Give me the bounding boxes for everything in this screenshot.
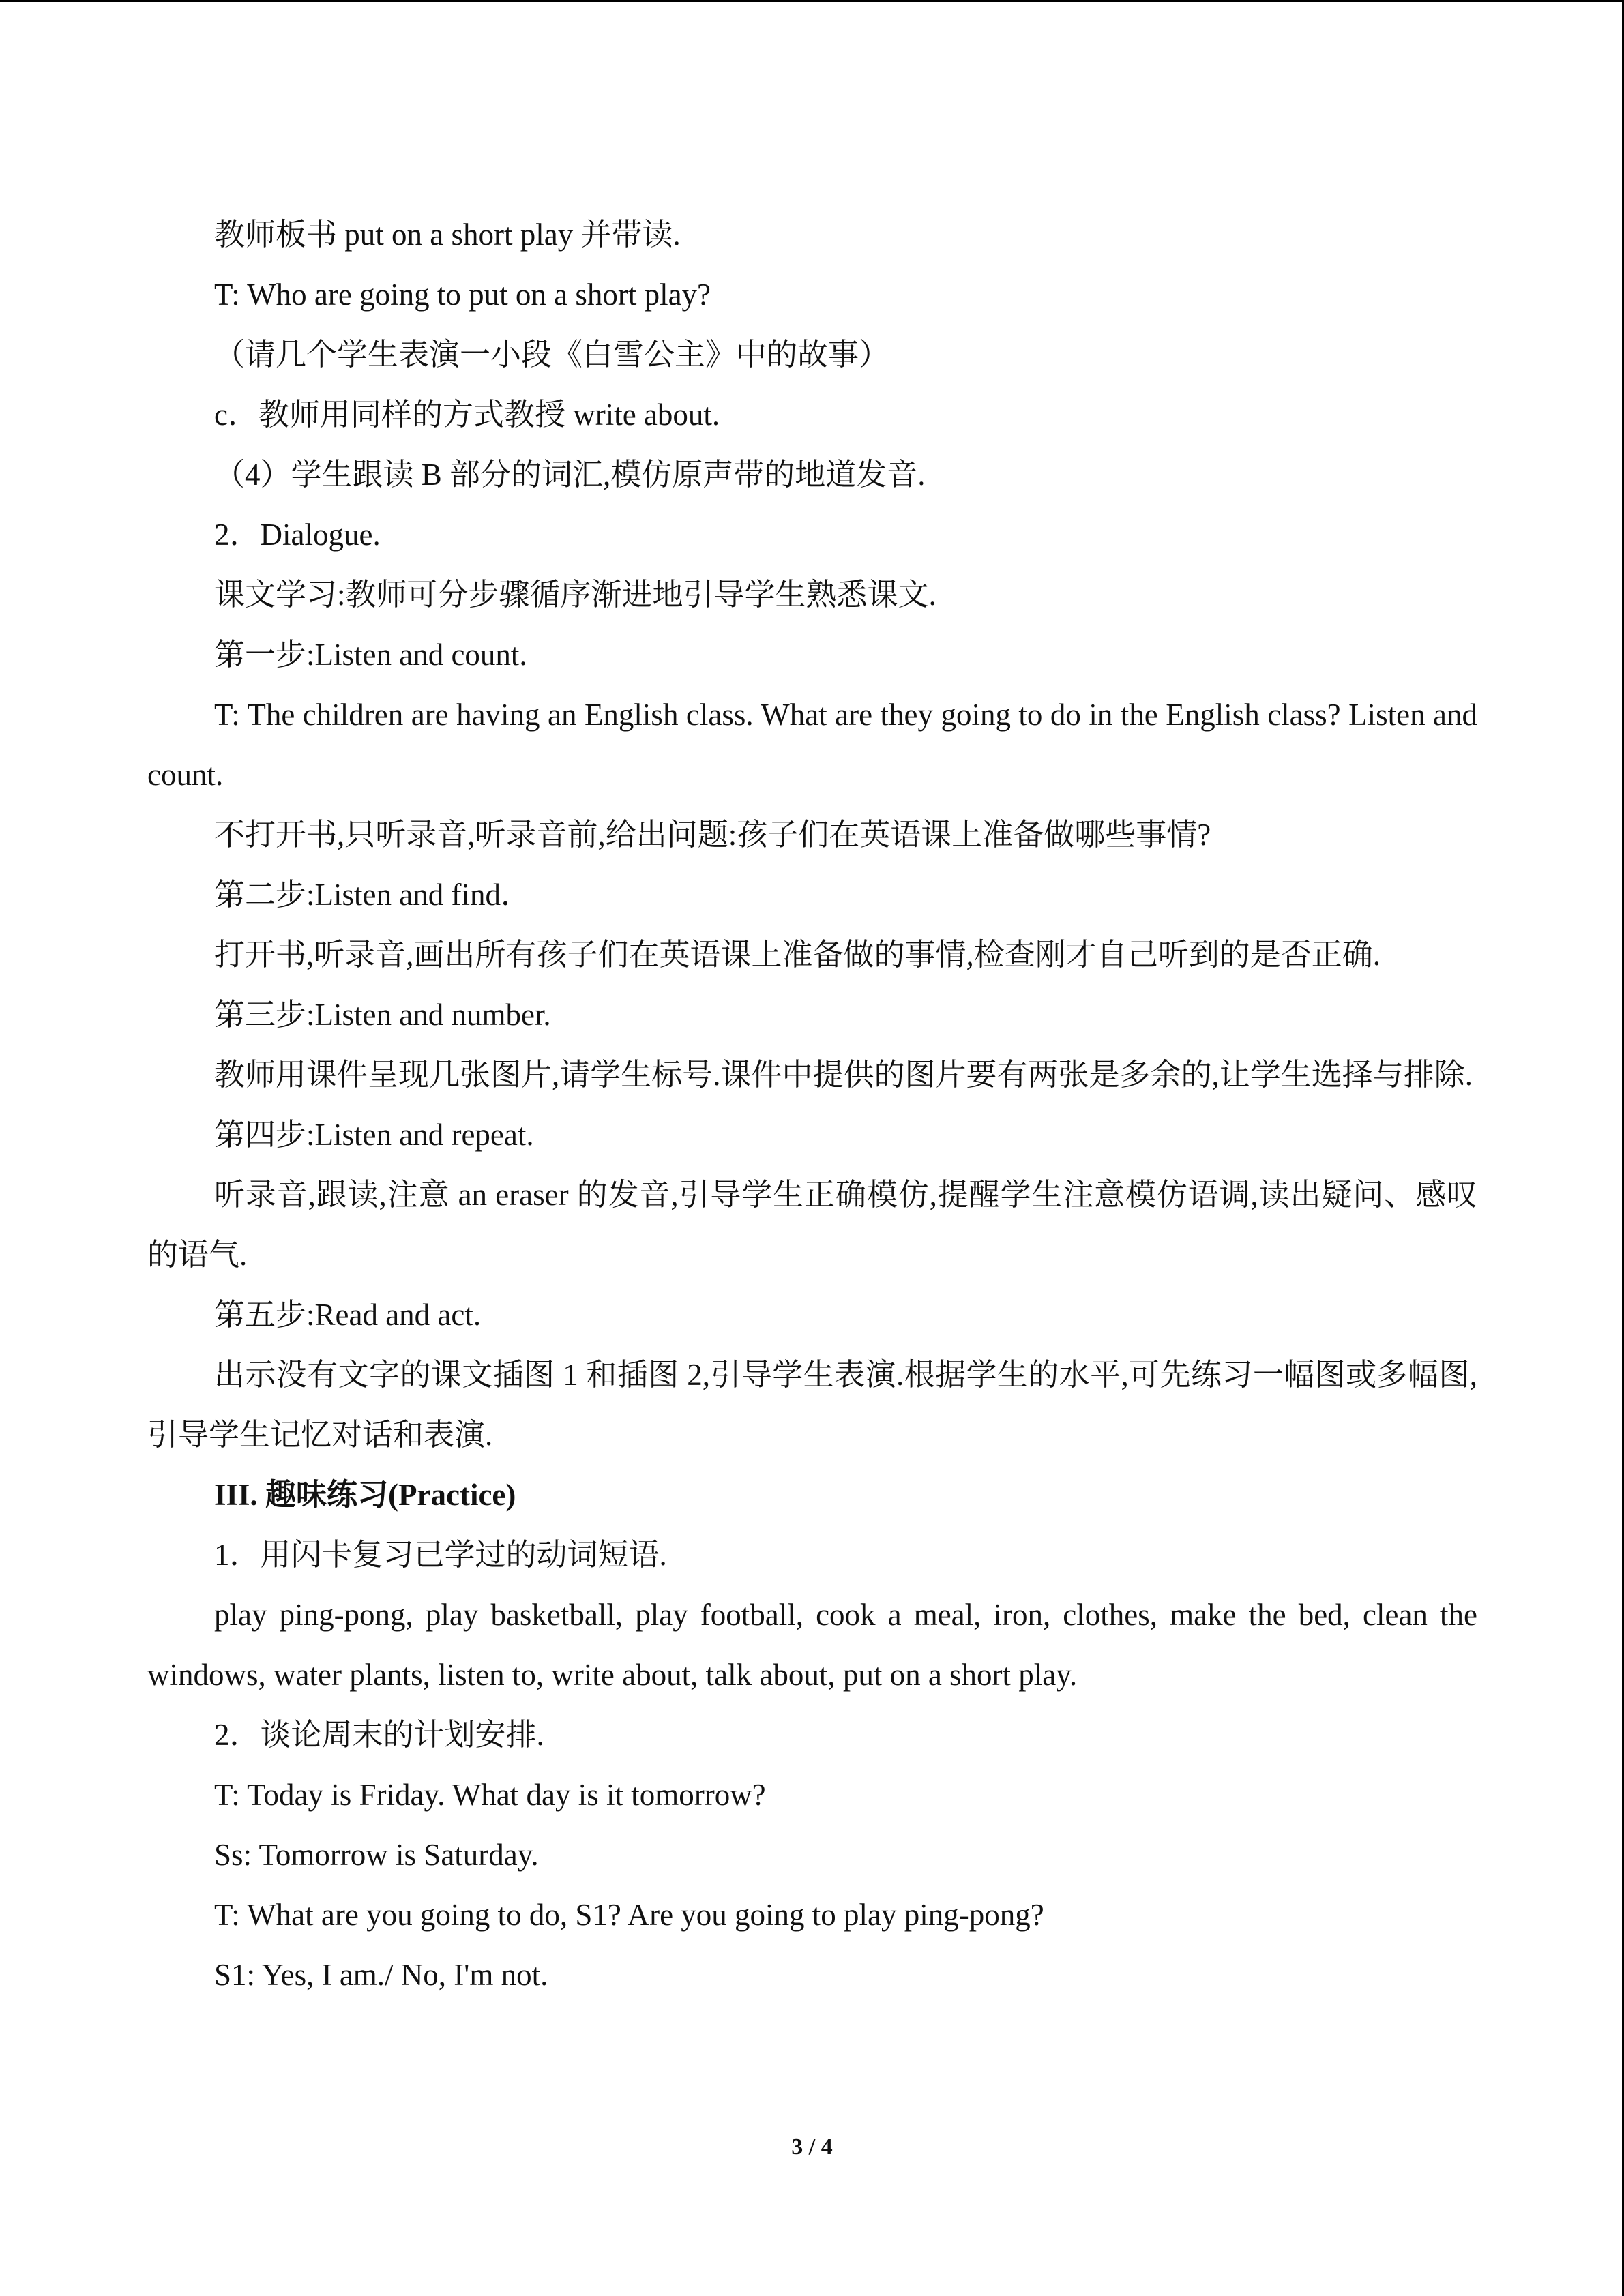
step-heading: 第一步:Listen and count.: [214, 638, 527, 672]
paragraph: S1: Yes, I am./ No, I'm not.: [214, 1958, 548, 1992]
paragraph: T: Who are going to put on a short play?: [214, 278, 711, 312]
paragraph: T: The children are having an English class. What are they going to do in the English class? Listen and count.: [147, 698, 1477, 792]
step-heading: 第二步:Listen and find．: [214, 878, 531, 912]
page-number: 3 / 4: [791, 2134, 833, 2160]
paragraph: 听录音,跟读,注意 an eraser 的发音,引导学生正确模仿,提醒学生注意模仿语调,读出疑问、感叹的语气.: [147, 1178, 1477, 1272]
paragraph: c．教师用同样的方式教授 write about.: [214, 398, 720, 432]
top-border-line: [0, 0, 1624, 2]
section-heading: 2．Dialogue.: [214, 518, 381, 552]
paragraph: 课文学习:教师可分步骤循序渐进地引导学生熟悉课文.: [214, 578, 936, 612]
paragraph: （请几个学生表演一小段《白雪公主》中的故事）: [214, 338, 890, 372]
paragraph: 打开书,听录音,画出所有孩子们在英语课上准备做的事情,检查刚才自己听到的是否正确.: [214, 938, 1381, 972]
paragraph: 出示没有文字的课文插图 1 和插图 2,引导学生表演.根据学生的水平,可先练习一幅图或多幅图,引导学生记忆对话和表演.: [147, 1358, 1477, 1452]
paragraph: T: What are you going to do, S1? Are you going to play ping-pong?: [214, 1898, 1044, 1932]
paragraph: 教师用课件呈现几张图片,请学生标号.课件中提供的图片要有两张是多余的,让学生选择与排除.: [214, 1058, 1473, 1092]
paragraph: （4）学生跟读 B 部分的词汇,模仿原声带的地道发音.: [214, 458, 926, 492]
paragraph: 教师板书 put on a short play 并带读.: [214, 218, 681, 252]
paragraph: play ping-pong, play basketball, play football, cook a meal, iron, clothes, make the bed, clean the windows, water plants, listen to, write about, talk about, put on a short play.: [147, 1598, 1477, 1692]
step-heading: 第四步:Listen and repeat.: [214, 1118, 534, 1152]
paragraph: T: Today is Friday. What day is it tomorrow?: [214, 1778, 766, 1812]
step-heading: 第三步:Listen and number.: [214, 998, 551, 1032]
paragraph: 不打开书,只听录音,听录音前,给出问题:孩子们在英语课上准备做哪些事情?: [214, 818, 1211, 852]
paragraph: 1．用闪卡复习已学过的动词短语.: [214, 1538, 667, 1572]
section-heading: III. 趣味练习(Practice): [214, 1478, 516, 1512]
paragraph: 2．谈论周末的计划安排.: [214, 1718, 544, 1752]
step-heading: 第五步:Read and act.: [214, 1298, 482, 1332]
paragraph: Ss: Tomorrow is Saturday.: [214, 1838, 539, 1872]
document-body: [147, 205, 1477, 2005]
